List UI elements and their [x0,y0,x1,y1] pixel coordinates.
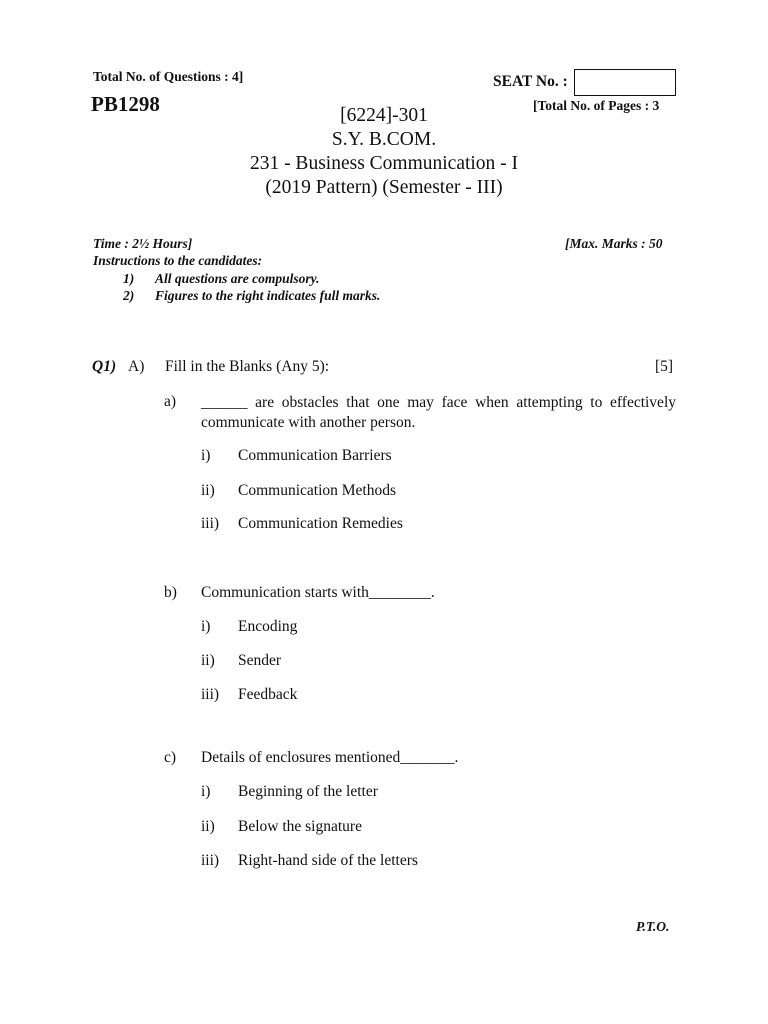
question-part: A) [128,358,145,375]
seat-number-box[interactable] [574,69,676,96]
option-number: i) [201,618,211,635]
max-marks: [Max. Marks : 50 [565,236,663,251]
option-number: i) [201,783,211,800]
option-text: Below the signature [238,818,362,835]
item-label: b) [164,584,177,601]
total-questions: Total No. of Questions : 4] [93,69,244,84]
exam-code: [6224]-301 [340,105,428,126]
option-text: Feedback [238,686,298,703]
paper-code: PB1298 [91,92,160,116]
subject-title: 231 - Business Communication - I [249,153,519,174]
course-name: S.Y. B.COM. [331,129,437,150]
question-number: Q1) [92,358,117,375]
option-number: ii) [201,818,215,835]
seat-number-label: SEAT No. : [493,73,568,90]
instruction-number: 2) [123,288,135,303]
exam-time: Time : 2½ Hours] [93,236,193,251]
instruction-number: 1) [123,271,135,286]
pattern-semester: (2019 Pattern) (Semester - III) [265,177,503,198]
item-text: Details of enclosures mentioned_______. [201,749,459,766]
option-text: Encoding [238,618,298,635]
option-number: iii) [201,515,220,532]
instruction-text: All questions are compulsory. [155,271,320,286]
option-text: Communication Barriers [238,447,392,464]
option-text: Communication Methods [238,482,397,499]
option-number: i) [201,447,211,464]
option-text: Communication Remedies [238,515,403,532]
question-marks: [5] [655,358,674,375]
instruction-text: Figures to the right indicates full marks. [155,288,381,303]
option-text: Right-hand side of the letters [238,852,418,869]
option-text: Beginning of the letter [238,783,378,800]
item-text: Communication starts with________. [201,584,435,601]
page-turn-over: P.T.O. [636,919,670,934]
total-pages: [Total No. of Pages : 3 [533,98,660,113]
option-number: iii) [201,852,220,869]
option-number: ii) [201,652,215,669]
option-text: Sender [238,652,282,669]
option-number: ii) [201,482,215,499]
item-text: ______ are obstacles that one may face when attempting to effectively communicate with another person. [201,394,676,431]
instructions-heading: Instructions to the candidates: [93,253,263,268]
item-label: a) [164,393,177,410]
question-heading: Fill in the Blanks (Any 5): [165,358,330,375]
item-label: c) [164,749,177,766]
option-number: iii) [201,686,220,703]
